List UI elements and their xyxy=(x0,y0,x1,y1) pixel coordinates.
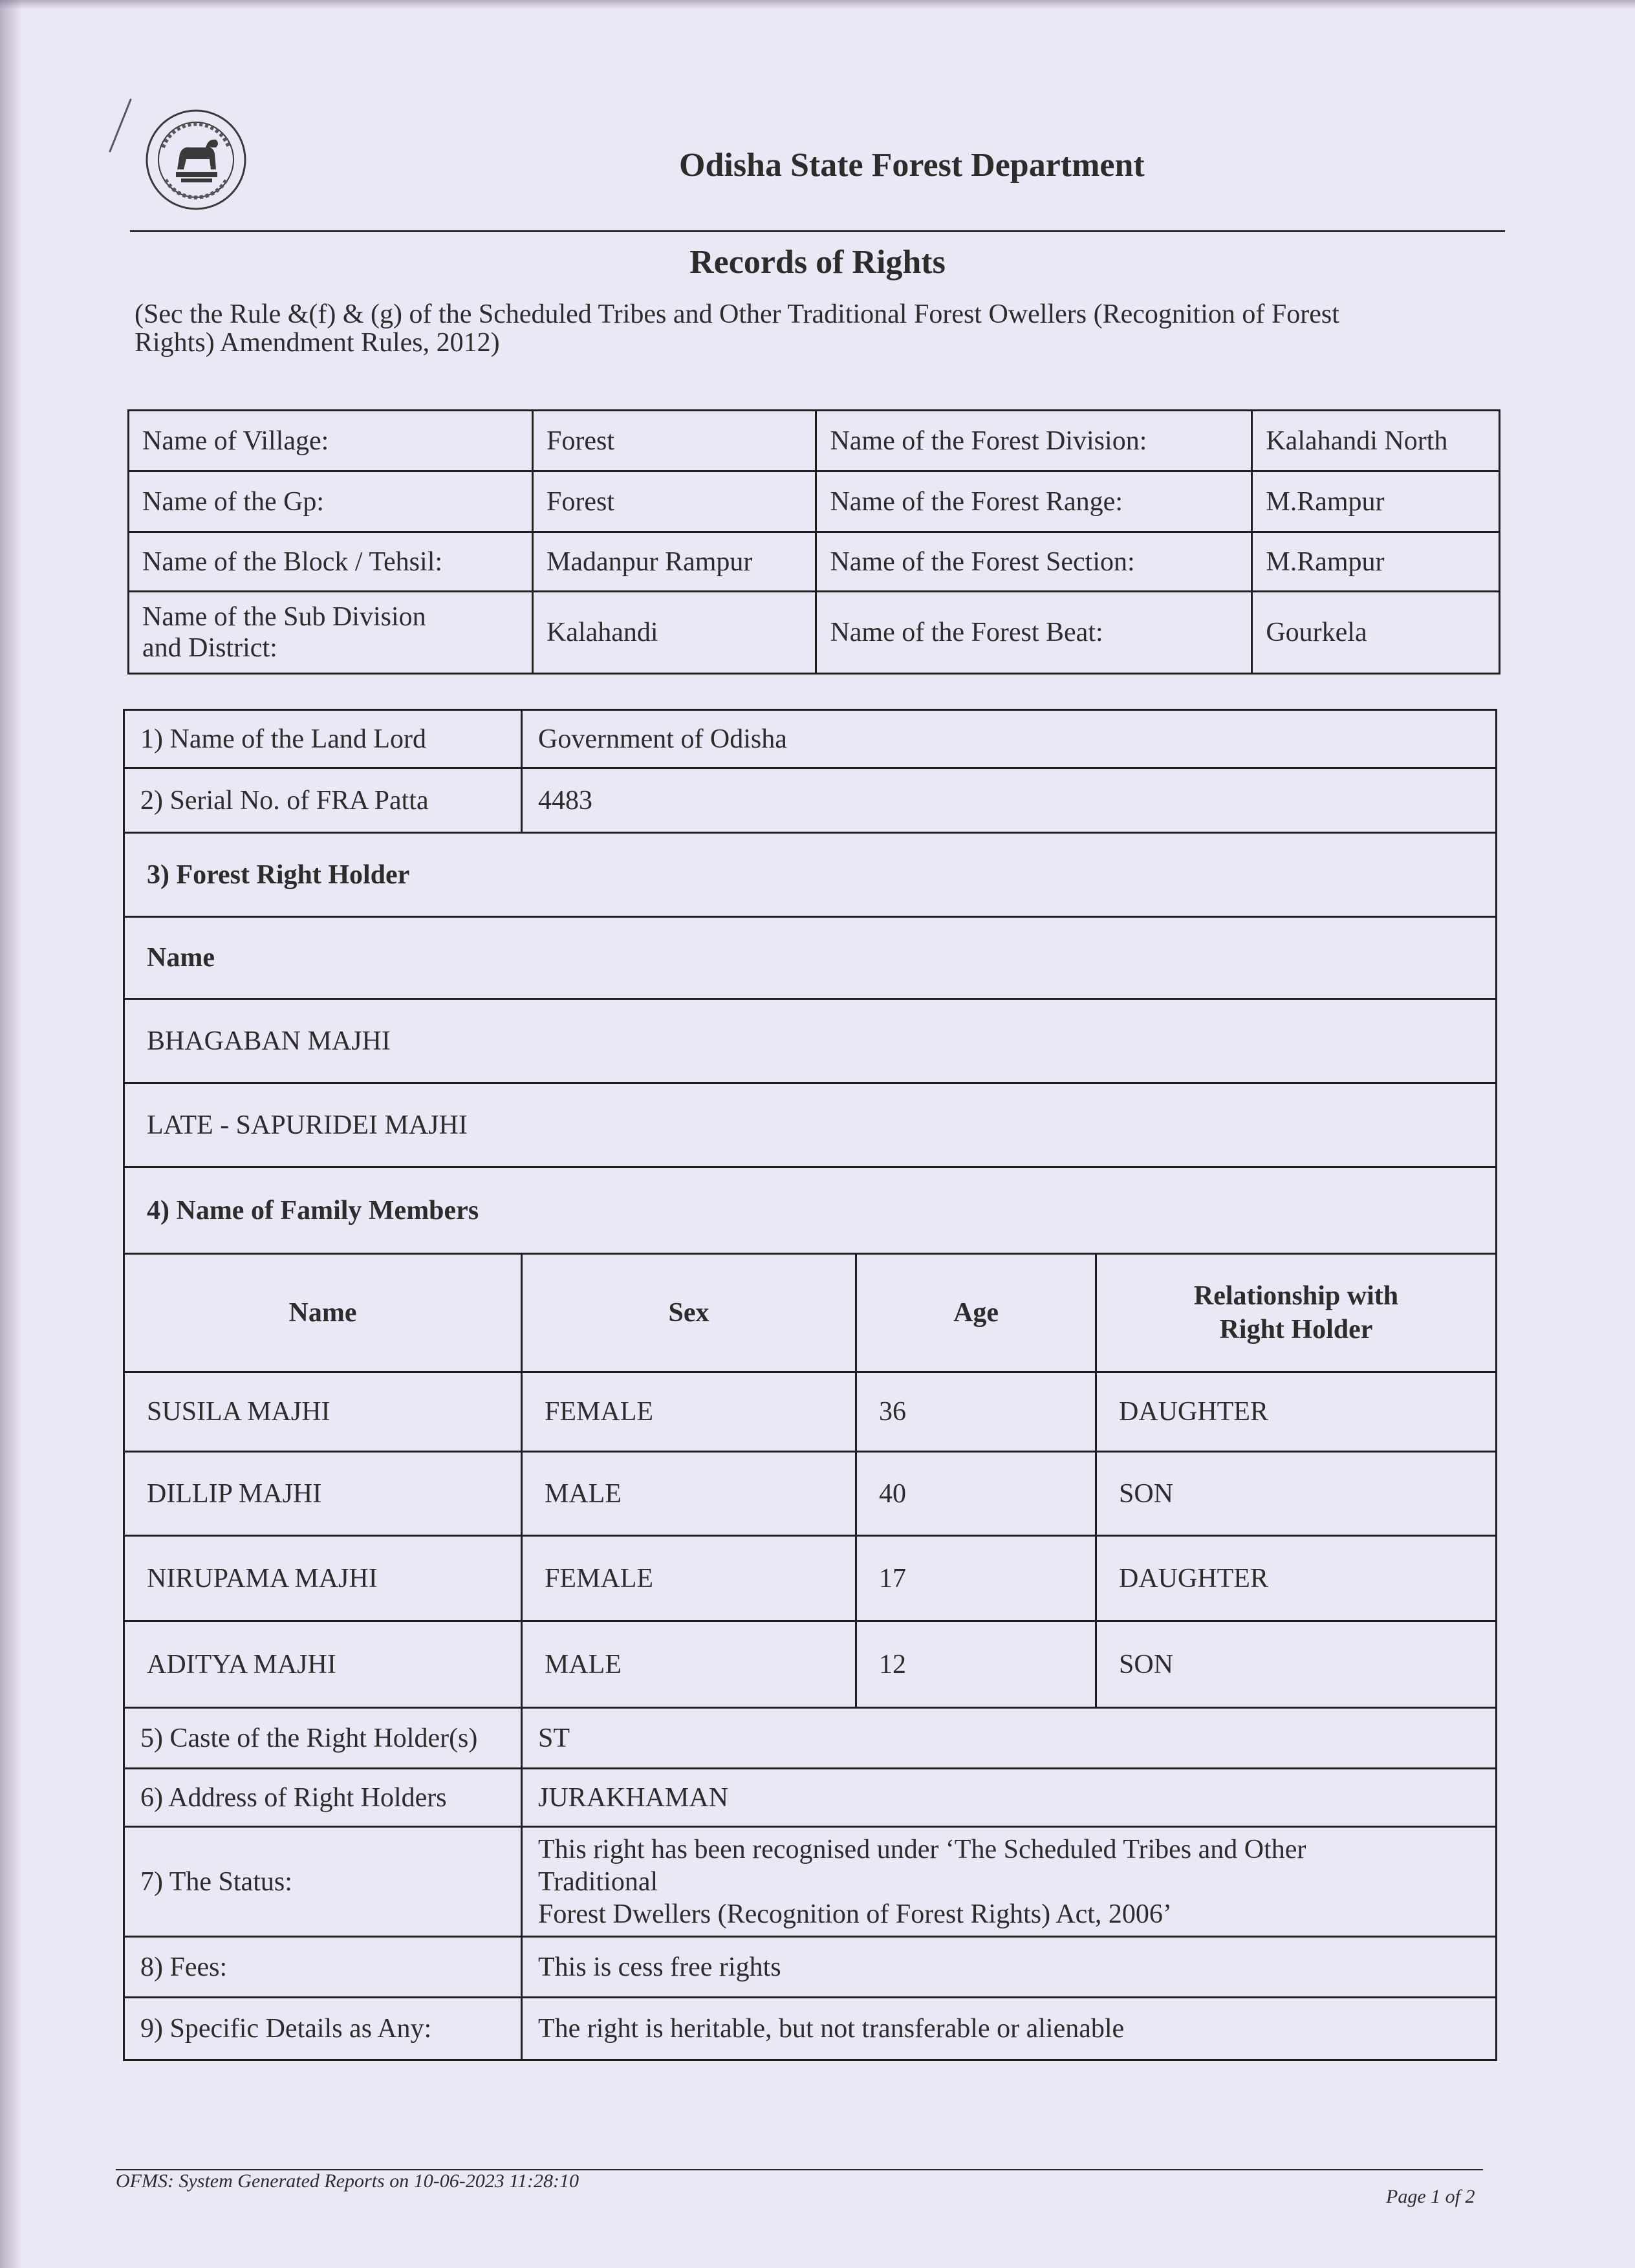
status-line: Traditional xyxy=(538,1866,658,1897)
member-name: SUSILA MAJHI xyxy=(125,1373,523,1451)
serial-row xyxy=(125,769,1495,834)
family-col-age: Age xyxy=(857,1255,1097,1371)
fees-value: This is cess free rights xyxy=(538,1952,781,1982)
land-lord-label: 1) Name of the Land Lord xyxy=(125,711,523,767)
forest-beat-label: Name of the Forest Beat: xyxy=(816,592,1252,674)
family-row xyxy=(125,1622,1495,1709)
family-header-row xyxy=(125,1255,1495,1373)
label-line: Name of the Sub Division xyxy=(142,602,426,632)
caste-row xyxy=(125,1709,1495,1769)
forest-right-holder-heading: 3) Forest Right Holder xyxy=(147,859,410,890)
serial-label: 2) Serial No. of FRA Patta xyxy=(125,769,523,832)
member-name: NIRUPAMA MAJHI xyxy=(125,1537,523,1620)
forest-section-label: Name of the Forest Section: xyxy=(816,532,1252,592)
land-lord-row xyxy=(125,711,1495,769)
status-row xyxy=(125,1828,1495,1938)
member-relationship: SON xyxy=(1119,1478,1174,1509)
family-members-heading: 4) Name of Family Members xyxy=(147,1195,479,1226)
footer-generated-text: OFMS: System Generated Reports on 10-06-2023 11:28:10 xyxy=(116,2170,579,2192)
member-age: 36 xyxy=(857,1373,1097,1451)
location-row xyxy=(129,471,1500,532)
block-tehsil-label: Name of the Block / Tehsil: xyxy=(129,532,533,592)
scan-edge-shadow-left xyxy=(0,0,22,2268)
member-relationship: DAUGHTER xyxy=(1119,1563,1268,1593)
location-row xyxy=(129,532,1500,592)
land-lord-value: Government of Odisha xyxy=(538,724,787,754)
holder-name: LATE - SAPURIDEI MAJHI xyxy=(147,1110,468,1140)
status-line: Forest Dwellers (Recognition of Forest Rights) Act, 2006’ xyxy=(538,1899,1172,1929)
document-subtitle xyxy=(135,300,1339,357)
department-title: Odisha State Forest Department xyxy=(679,147,1145,184)
label-line: and District: xyxy=(142,633,277,663)
page-number: Page 1 of 2 xyxy=(1386,2186,1475,2207)
document-title: Records of Rights xyxy=(689,244,946,281)
caste-label: 5) Caste of the Right Holder(s) xyxy=(125,1709,523,1767)
member-sex: FEMALE xyxy=(523,1373,857,1451)
family-row xyxy=(125,1453,1495,1537)
sub-division-district-label xyxy=(129,592,533,674)
forest-section-value: M.Rampur xyxy=(1252,532,1500,592)
fees-row xyxy=(125,1938,1495,1998)
status-label: 7) The Status: xyxy=(125,1828,523,1936)
specific-details-value: The right is heritable, but not transferable or alienable xyxy=(538,2014,1125,2044)
header-divider xyxy=(130,230,1505,232)
scan-edge-shadow-top xyxy=(0,0,1635,9)
fees-label: 8) Fees: xyxy=(125,1938,523,1996)
name-heading-row xyxy=(125,918,1495,1000)
family-col-relationship xyxy=(1097,1255,1495,1371)
forest-division-label: Name of the Forest Division: xyxy=(816,411,1252,471)
location-row xyxy=(129,592,1500,674)
location-table xyxy=(127,409,1500,675)
family-col-name: Name xyxy=(125,1255,523,1371)
subtitle-line: Rights) Amendment Rules, 2012) xyxy=(135,328,500,358)
member-age: 12 xyxy=(857,1622,1097,1707)
member-relationship: SON xyxy=(1119,1649,1174,1679)
gp-value: Forest xyxy=(532,471,816,532)
sub-division-district-value: Kalahandi xyxy=(532,592,816,674)
odisha-state-emblem-icon xyxy=(144,107,248,212)
address-value: JURAKHAMAN xyxy=(538,1782,729,1813)
specific-details-label: 9) Specific Details as Any: xyxy=(125,1998,523,2059)
member-age: 17 xyxy=(857,1537,1097,1620)
member-age: 40 xyxy=(857,1453,1097,1535)
header-line: Right Holder xyxy=(1219,1315,1373,1345)
location-row xyxy=(129,411,1500,471)
caste-value: ST xyxy=(538,1723,570,1753)
status-value xyxy=(523,1828,1495,1936)
address-label: 6) Address of Right Holders xyxy=(125,1769,523,1826)
village-label: Name of Village: xyxy=(129,411,533,471)
village-value: Forest xyxy=(532,411,816,471)
family-col-sex: Sex xyxy=(523,1255,857,1371)
gp-label: Name of the Gp: xyxy=(129,471,533,532)
member-sex: MALE xyxy=(523,1453,857,1535)
status-line: This right has been recognised under ‘The Scheduled Tribes and Other xyxy=(538,1834,1306,1864)
forest-beat-value: Gourkela xyxy=(1252,592,1500,674)
specific-details-row xyxy=(125,1998,1495,2059)
holder-name-row xyxy=(125,1084,1495,1168)
member-sex: MALE xyxy=(523,1622,857,1707)
name-heading: Name xyxy=(147,943,215,973)
record-table xyxy=(123,709,1497,2061)
header-line: Relationship with xyxy=(1193,1281,1399,1311)
serial-value: 4483 xyxy=(538,785,592,815)
address-row xyxy=(125,1769,1495,1828)
subtitle-line: (Sec the Rule &(f) & (g) of the Scheduled Tribes and Other Traditional Forest Owellers (Recognition of Forest xyxy=(135,299,1339,329)
block-tehsil-value: Madanpur Rampur xyxy=(532,532,816,592)
forest-range-label: Name of the Forest Range: xyxy=(816,471,1252,532)
family-heading-row xyxy=(125,1168,1495,1255)
holder-heading-row xyxy=(125,834,1495,918)
member-sex: FEMALE xyxy=(523,1537,857,1620)
member-relationship: DAUGHTER xyxy=(1119,1397,1268,1427)
member-name: DILLIP MAJHI xyxy=(125,1453,523,1535)
member-name: ADITYA MAJHI xyxy=(125,1622,523,1707)
forest-range-value: M.Rampur xyxy=(1252,471,1500,532)
forest-division-value: Kalahandi North xyxy=(1252,411,1500,471)
family-row xyxy=(125,1373,1495,1453)
holder-name-row xyxy=(125,1000,1495,1084)
pen-mark xyxy=(103,97,142,155)
holder-name: BHAGABAN MAJHI xyxy=(147,1026,391,1056)
family-row xyxy=(125,1537,1495,1622)
